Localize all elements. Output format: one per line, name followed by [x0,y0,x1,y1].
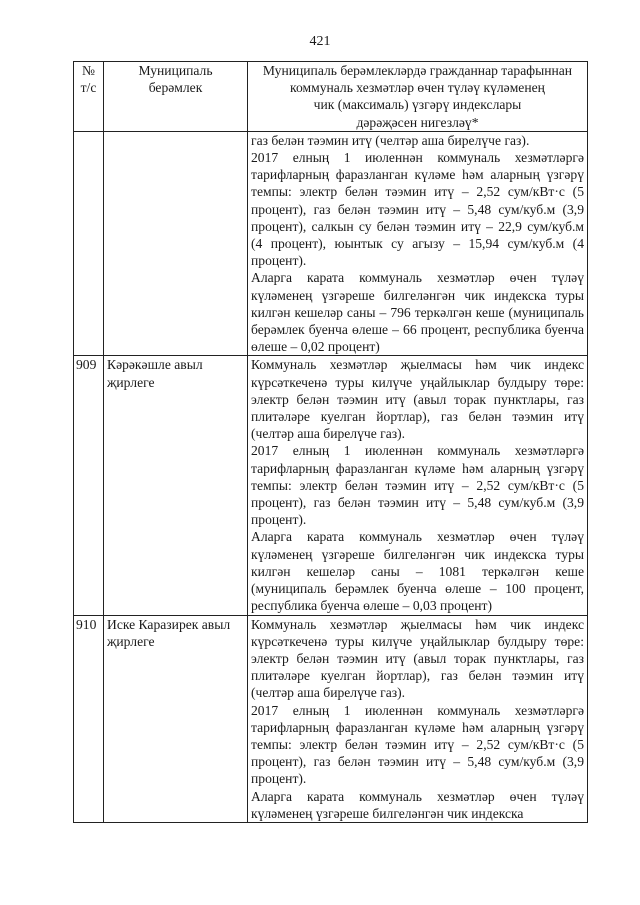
paragraph: Коммуналь хезмәтләр җыелмасы һәм чик индекс күрсәткеченә туры килүче уңайлыклар булдыру төре: электр белән тәэмин итү (авыл торак пунктлары, газ плитәләре куелган йортлар), газ белән тәэмин итү (челтәр аша бирелүче газ). [251,357,584,442]
header-number: № т/с [74,62,104,132]
row-municipality: Кәрәкәшле авыл җирлеге [104,356,248,615]
row-number [74,131,104,356]
header-municipality: Муниципаль берәмлек [104,62,248,132]
table-row [74,356,588,615]
table-row [74,131,588,356]
paragraph: 2017 елның 1 июленнән коммуналь хезмәтләргә тарифларның фаразланган күләме һәм аларның үзгәрү темпы: электр белән тәэмин итү – 2,52 сум/кВт·с (5 процент), газ белән тәэмин итү – 5,48 сум/куб.м (3,9 процент). [251,443,584,528]
paragraph: Аларга карата коммуналь хезмәтләр өчен түләү күләменең үзгәреше билгеләнгән чик индекска туры килгән кешеләр саны – 1081 теркәлгән кеше (муниципаль берәмлек буенча өлеше – 100 процент, республика буенча өлеше – 0,03 процент) [251,529,584,614]
table-row [74,615,588,822]
row-municipality: Иске Каразирек авыл җирлеге [104,615,248,822]
row-number: 910 [74,615,104,822]
table-header-row [74,62,588,132]
paragraph: 2017 елның 1 июленнән коммуналь хезмәтләргә тарифларның фаразланган күләме һәм аларның үзгәрү темпы: электр белән тәэмин итү – 2,52 сум/кВт·с (5 процент), газ белән тәэмин итү – 5,48 сум/куб.м (3,9 процент). [251,702,584,787]
row-description [248,356,588,615]
row-municipality [104,131,248,356]
paragraph: Коммуналь хезмәтләр җыелмасы һәм чик индекс күрсәткеченә туры килүче уңайлыклар булдыру төре: электр белән тәэмин итү (авыл торак пунктлары, газ плитәләре куелган йортлар), газ белән тәэмин итү (челтәр аша бирелүче газ). [251,616,584,701]
header-description: Муниципаль берәмлекләрдә гражданнар тарафыннан коммуналь хезмәтләр өчен түләү күләменең чик (максималь) үзгәрү индекслары дәрәҗәсен нигезләү* [248,62,588,132]
paragraph: Аларга карата коммуналь хезмәтләр өчен түләү күләменең үзгәреше билгеләнгән чик индекска [251,788,584,821]
page-number: 421 [309,34,331,49]
paragraph: газ белән тәэмин итү (челтәр аша бирелүче газ). [251,132,530,148]
row-number: 909 [74,356,104,615]
paragraph: 2017 елның 1 июленнән коммуналь хезмәтләргә тарифларның фаразланган күләме һәм аларның үзгәрү темпы: электр белән тәэмин итү – 2,52 сум/кВт·с (5 процент), газ белән тәэмин итү – 5,48 сум/куб.м (3,9 процент), салкын су белән тәэмин итү – 22,9 сум/куб.м (4 процент), юынтык су агызу – 15,94 сум/куб.м (4 процент). [251,150,584,269]
row-description [248,615,588,822]
data-table [73,61,588,823]
paragraph: Аларга карата коммуналь хезмәтләр өчен түләү күләменең үзгәреше билгеләнгән чик индекска туры килгән кешеләр саны – 796 теркәлгән кеше (муниципаль берәмлек буенча өлеше – 66 процент, республика буенча өлеше – 0,02 процент) [251,270,584,355]
row-description [248,131,588,356]
